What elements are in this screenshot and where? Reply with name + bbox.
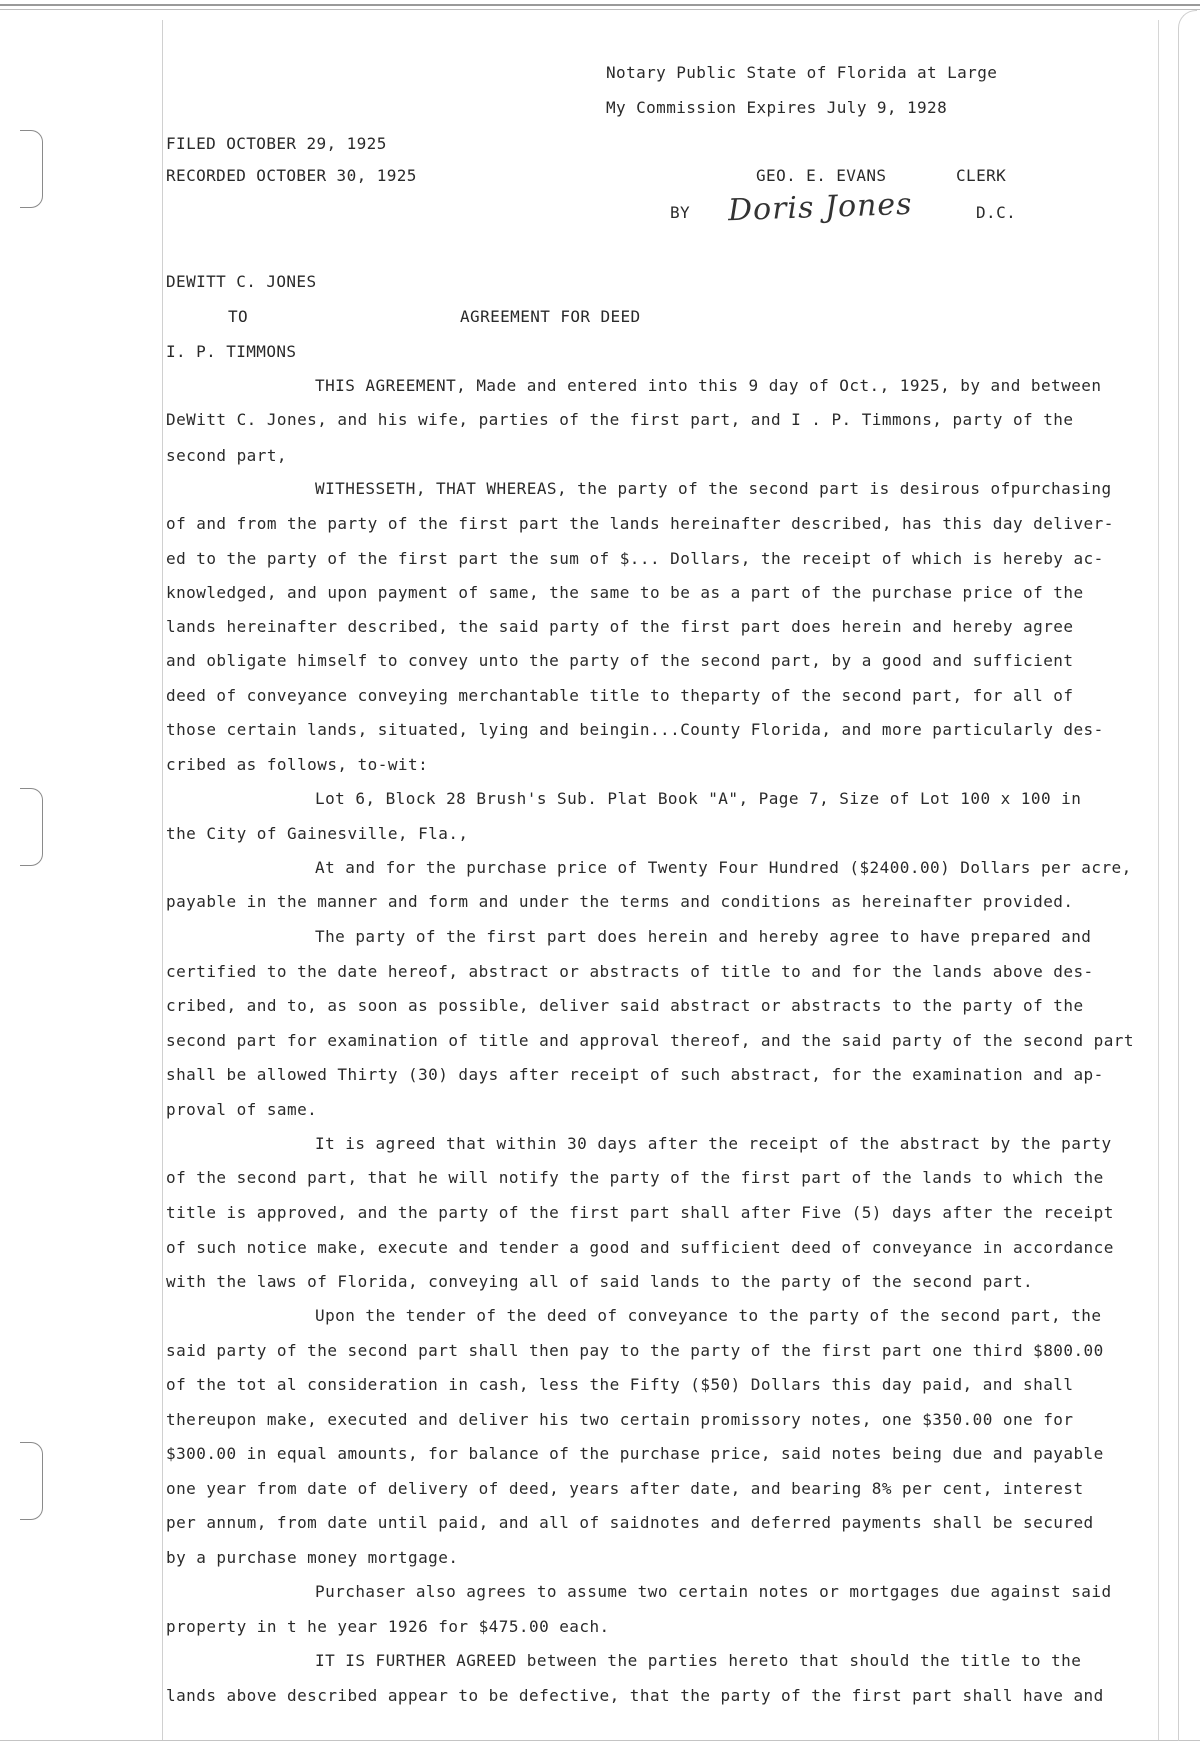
clerk-signature: Doris Jones [727,186,914,229]
body-line: second part, [166,446,287,465]
clerk-title: CLERK [956,166,1007,185]
body-line: $300.00 in equal amounts, for balance of the purchase price, said notes being due and payable [166,1444,1104,1463]
body-line: DeWitt C. Jones, and his wife, parties of the first part, and I . P. Timmons, party of the [166,410,1074,429]
body-line: per annum, from date until paid, and all of saidnotes and deferred payments shall be secured [166,1513,1094,1532]
filed-date: FILED OCTOBER 29, 1925 [166,134,387,153]
body-line: certified to the date hereof, abstract or abstracts of title to and for the lands above des- [166,962,1094,981]
binder-hole-icon [20,788,43,866]
body-line: The party of the first part does herein and hereby agree to have prepared and [315,927,1092,946]
body-line: second part for examination of title and approval thereof, and the said party of the second part [166,1031,1134,1050]
body-line: and obligate himself to convey unto the party of the second part, by a good and sufficient [166,651,1074,670]
body-line: IT IS FURTHER AGREED between the parties hereto that should the title to the [315,1651,1082,1670]
body-line: of the tot al consideration in cash, less the Fifty ($50) Dollars this day paid, and shall [166,1375,1074,1394]
body-line: property in t he year 1926 for $475.00 each. [166,1617,610,1636]
document-type: AGREEMENT FOR DEED [460,307,641,326]
body-line: of the second part, that he will notify the party of the first part of the lands to which the [166,1168,1104,1187]
body-line: of and from the party of the first part the lands hereinafter described, has this day deliver- [166,514,1114,533]
body-line: shall be allowed Thirty (30) days after receipt of such abstract, for the examination and ap- [166,1065,1104,1084]
body-line: with the laws of Florida, conveying all of said lands to the party of the second part. [166,1272,1034,1291]
body-line: Upon the tender of the deed of conveyance to the party of the second part, the [315,1306,1102,1325]
body-line: knowledged, and upon payment of same, the same to be as a part of the purchase price of the [166,583,1084,602]
body-line: THIS AGREEMENT, Made and entered into this 9 day of Oct., 1925, by and between [315,376,1102,395]
body-line: Purchaser also agrees to assume two certain notes or mortgages due against said [315,1582,1112,1601]
binder-hole-icon [20,1442,43,1520]
grantee-name: I. P. TIMMONS [166,342,297,361]
body-line: Lot 6, Block 28 Brush's Sub. Plat Book "A", Page 7, Size of Lot 100 x 100 in [315,789,1082,808]
body-line: lands above described appear to be defective, that the party of the first part shall have and [166,1686,1104,1705]
left-margin-line [162,20,163,1740]
body-line: proval of same. [166,1100,318,1119]
body-line: deed of conveyance conveying merchantable title to theparty of the second part, for all of [166,686,1074,705]
body-line: It is agreed that within 30 days after the receipt of the abstract by the party [315,1134,1112,1153]
body-line: ed to the party of the first part the sum of $... Dollars, the receipt of which is hereby ac- [166,549,1104,568]
body-line: by a purchase money mortgage. [166,1548,459,1567]
page-curl-edge [1178,10,1197,1741]
body-line: one year from date of delivery of deed, years after date, and bearing 8% per cent, interest [166,1479,1084,1498]
body-line: those certain lands, situated, lying and beingin...County Florida, and more particularly des- [166,720,1104,739]
body-line: lands hereinafter described, the said party of the first part does herein and hereby agree [166,617,1074,636]
body-line: WITHESSETH, THAT WHEREAS, the party of the second part is desirous ofpurchasing [315,479,1112,498]
grantor-name: DEWITT C. JONES [166,272,317,291]
notary-line-2: My Commission Expires July 9, 1928 [606,98,948,117]
body-line: of such notice make, execute and tender a good and sufficient deed of conveyance in accordance [166,1238,1114,1257]
right-margin-line [1158,20,1159,1740]
top-rule [0,4,1200,6]
clerk-name: GEO. E. EVANS [756,166,887,185]
to-label: TO [228,307,249,326]
body-line: cribed, and to, as soon as possible, deliver said abstract or abstracts to the party of the [166,996,1084,1015]
recorded-date: RECORDED OCTOBER 30, 1925 [166,166,417,185]
bottom-rule [0,1740,1200,1741]
body-line: At and for the purchase price of Twenty Four Hundred ($2400.00) Dollars per acre, [315,858,1132,877]
notary-line-1: Notary Public State of Florida at Large [606,63,998,82]
body-line: payable in the manner and form and under the terms and conditions as hereinafter provided. [166,892,1074,911]
body-line: cribed as follows, to-wit: [166,755,429,774]
body-line: said party of the second part shall then pay to the party of the first part one third $800.00 [166,1341,1104,1360]
body-line: thereupon make, executed and deliver his two certain promissory notes, one $350.00 one for [166,1410,1074,1429]
body-line: the City of Gainesville, Fla., [166,824,469,843]
by-label: BY [670,203,691,222]
body-line: title is approved, and the party of the first part shall after Five (5) days after the receipt [166,1203,1114,1222]
binder-hole-icon [20,130,43,208]
top-rule-secondary [0,9,1200,10]
deputy-clerk-label: D.C. [976,203,1017,222]
